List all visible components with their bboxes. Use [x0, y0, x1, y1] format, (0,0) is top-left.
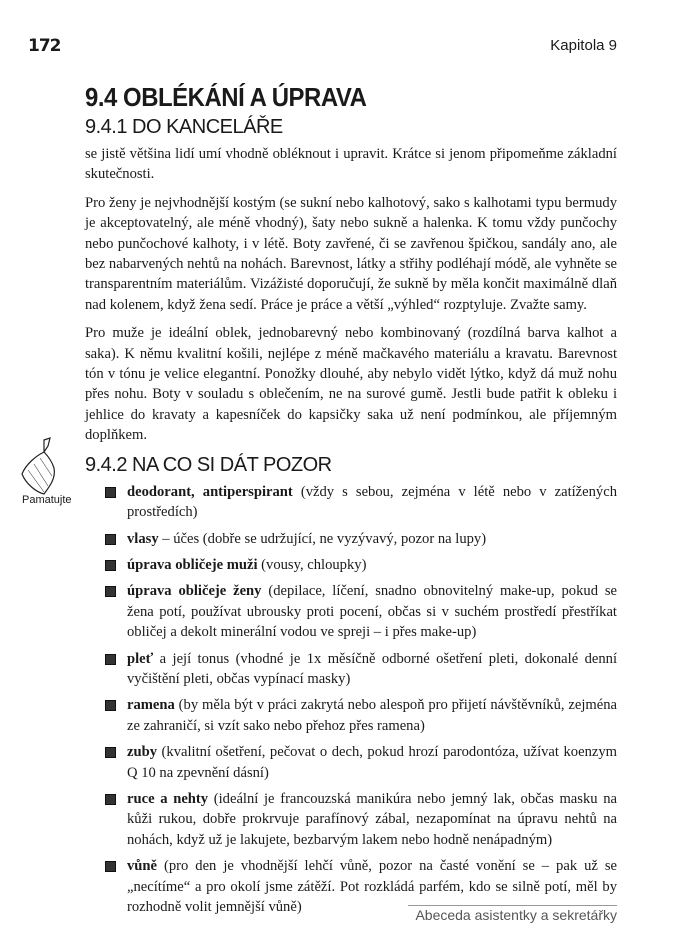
list-item-text: (pro den je vhodnější lehčí vůně, pozor na časté vonění se – pak už se „necítíme“ a pro okolí jsme zátěží. Pot rozkládá parfém, kdo se silně potí, měl by rozhodně volit jemnější vůně): [127, 858, 617, 915]
list-item-term: úprava obličeje muži: [127, 556, 258, 573]
list-item-text: a její tonus (vhodné je 1x měsíčně odborné ošetření pleti, dokonalé denní vyčištění pleti, občas vypínací masky): [127, 650, 617, 687]
list-item-term: vůně: [127, 858, 158, 875]
square-bullet-icon: [105, 747, 116, 758]
list-item: [105, 581, 617, 642]
list-item: [105, 529, 617, 549]
page-number: 172: [28, 36, 61, 56]
list-item-text: (vždy s sebou, zejména v létě nebo v zatížených prostředích): [127, 483, 618, 521]
list-item-term: vlasy: [127, 530, 159, 547]
list-item: [105, 789, 617, 850]
subsection-title-office: 9.4.1 DO KANCELÁŘE: [85, 116, 283, 138]
list-item: [105, 742, 617, 783]
square-bullet-icon: [105, 560, 116, 571]
list-item-text: (depilace, líčení, snadno obnovitelný make-up, pokud se žena potí, používat ubrousky proti pocení, občas si v suchém prostředí přestříkat obličej a dekolt minerální vodou ve spreji – i přes make-up): [127, 583, 617, 641]
square-bullet-icon: [105, 654, 116, 665]
list-item: [105, 695, 617, 736]
footer-book-title: Abeceda asistentky a sekretářky: [415, 907, 617, 923]
section-title: 9.4 OBLÉKÁNÍ A ÚPRAVA: [85, 82, 367, 112]
paragraph: se jistě většina lidí umí vhodně obléknout i upravit. Krátce si jenom připomeňme základní skutečnosti.: [85, 146, 617, 183]
paragraph: Pro muže je ideální oblek, jednobarevný nebo kombinovaný (rozdílná barva kalhot a saka). K němu kvalitní košili, nejlépe z méně mačkavého materiálu a kravatu. Barevnost tón v tónu je velice elegantní. Ponožky dlouhé, aby nebylo vidět lýtko, když dá muž nohu přes nohu. Boty v souladu s oblečením, ne na surové gumě. Jestli bude patřit k obleku i jehlice do kravaty a kapesníček do kapsičky saka už není podmínkou, ale příjemným doplňkem.: [85, 325, 617, 444]
square-bullet-icon: [105, 700, 116, 711]
paragraph: Pro ženy je nejvhodnější kostým (se sukní nebo kalhotový, sako s kalhotami typu bermudy je akceptovatelný, ale méně vhodný), šaty nebo sukně a halenka. K tomu vždy punčochy nebo punčochové kalhoty, i v létě. Boty zavřené, či se zavřenou špičkou, sandály ano, ale bez nabarvených nehtů na nohách. Barevnost, látky a střihy podléhají módě, ale vyhněte se transparentním materiálům. Vizážisté doporučují, že sukně by měla končit maximálně dlaň nad kolenem, když žena sedí. Práce je práce a větší „výhled“ rozptyluje. Zvažte samy.: [85, 194, 617, 313]
list-item-term: úprava obličeje ženy: [127, 583, 262, 600]
footer-divider: [408, 905, 617, 906]
list-item-text: – účes (dobře se udržující, ne vyzývavý, pozor na lupy): [158, 530, 487, 547]
square-bullet-icon: [105, 861, 116, 872]
list-item-term: ruce a nehty: [127, 790, 209, 807]
list-item-term: ramena: [127, 697, 175, 714]
list-item: [105, 649, 617, 690]
square-bullet-icon: [105, 534, 116, 545]
square-bullet-icon: [105, 586, 116, 597]
list-item-term: pleť: [127, 650, 154, 667]
list-item-text: (ideální je francouzská manikúra nebo jemný lak, občas masku na kůži rukou, dobře prokrvuje parafínový zábal, nezapomínat na úpravu nehtů na nohách, když už je lakujete, bezbarvým lakem nebo hodně nenápadným): [127, 790, 618, 848]
square-bullet-icon: [105, 794, 116, 805]
caution-list: [85, 482, 617, 918]
list-item-term: zuby: [127, 744, 158, 761]
list-item-text: (kvalitní ošetření, pečovat o dech, pokud hrozí parodontóza, užívat koenzym Q 10 na zpevnění dásní): [127, 744, 617, 781]
list-item-text: (by měla být v práci zakrytá nebo alespoň pro přijetí návštěvníků, zejména ze zahraničí, si vzít sako nebo přehoz přes ramena): [127, 697, 617, 734]
subsection-title-caution: 9.4.2 NA CO SI DÁT POZOR: [85, 453, 332, 476]
square-bullet-icon: [105, 487, 116, 498]
main-column: [85, 82, 617, 923]
knotted-handkerchief-icon: [14, 436, 64, 496]
list-item: [105, 482, 617, 523]
chapter-label: Kapitola 9: [550, 37, 617, 54]
list-item-term: deodorant, antiperspirant: [127, 483, 293, 500]
list-item-text: (vousy, chloupky): [257, 556, 367, 573]
margin-note-remember: Pamatujte: [22, 494, 72, 506]
list-item: [105, 555, 617, 575]
